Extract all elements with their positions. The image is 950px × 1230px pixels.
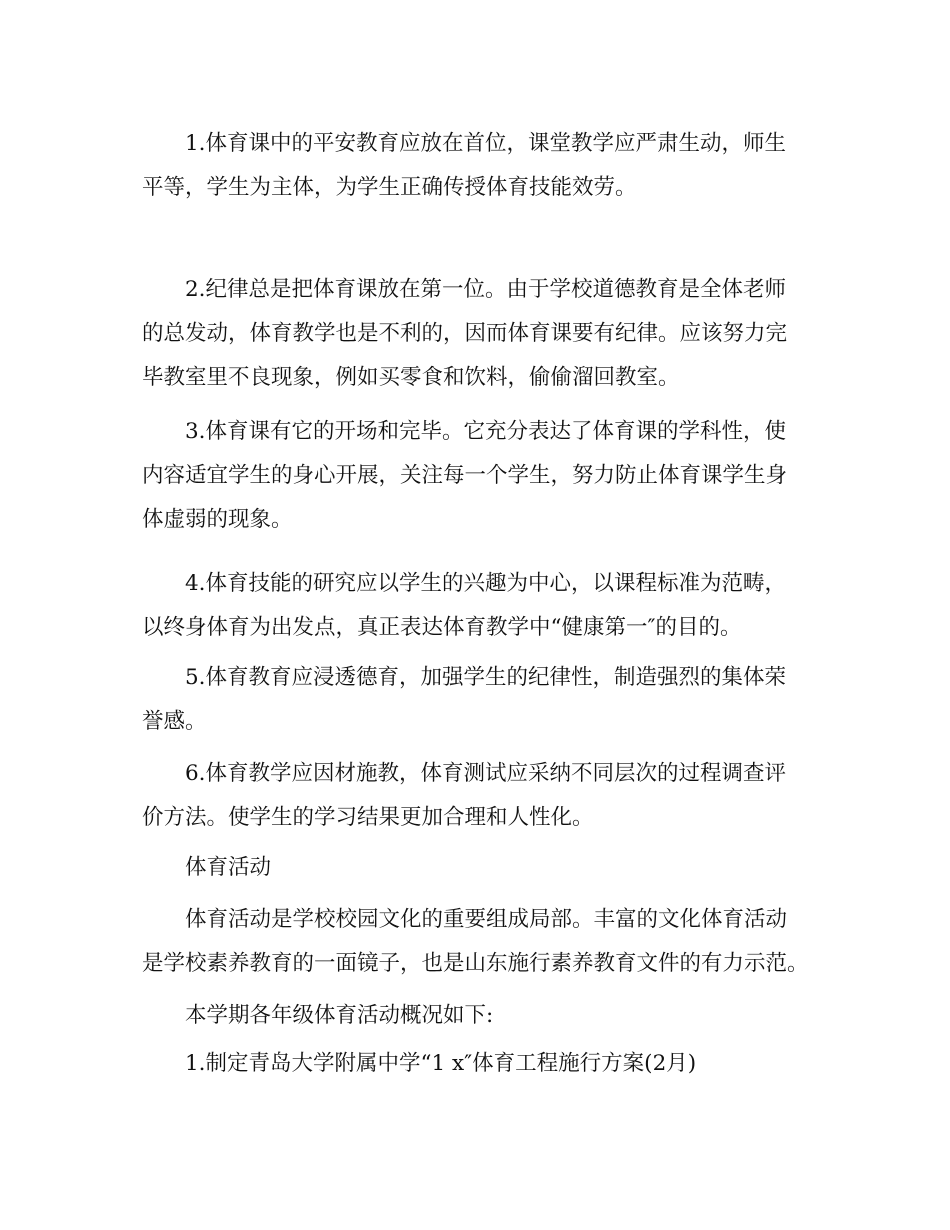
paragraph-line: 誉感。 — [142, 709, 207, 734]
paragraph-line: 价方法。使学生的学习结果更加合理和人性化。 — [142, 805, 594, 830]
paragraph-line: 1.制定青岛大学附属中学“1 x″体育工程施行方案(2月) — [185, 1051, 697, 1076]
paragraph-line: 以终身体育为出发点，真正表达体育教学中“健康第一″的目的。 — [142, 615, 742, 640]
paragraph-line: 5.体育教育应浸透德育，加强学生的纪律性，制造强烈的集体荣 — [185, 665, 787, 690]
paragraph-line: 本学期各年级体育活动概况如下: — [185, 1003, 494, 1028]
paragraph-8 — [142, 994, 812, 1038]
paragraph-6 — [142, 752, 812, 840]
paragraph-line: 毕教室里不良现象，例如买零食和饮料，偷偷溜回教室。 — [142, 365, 680, 390]
paragraph-3 — [142, 410, 812, 542]
paragraph-line: 体虚弱的现象。 — [142, 507, 293, 532]
paragraph-line: 2.纪律总是把体育课放在第一位。由于学校道德教育是全体老师 — [185, 277, 787, 302]
paragraph-line: 1.体育课中的平安教育应放在首位，课堂教学应严肃生动，师生 — [185, 131, 787, 156]
paragraph-7 — [142, 898, 812, 986]
section-heading-text: 体育活动 — [185, 855, 272, 880]
paragraph-9 — [142, 1042, 812, 1086]
paragraph-line: 的总发动，体育教学也是不利的，因而体育课要有纪律。应该努力完 — [142, 321, 788, 346]
section-heading — [142, 846, 812, 890]
paragraph-line: 平等，学生为主体，为学生正确传授体育技能效劳。 — [142, 175, 637, 200]
paragraph-line: 体育活动是学校校园文化的重要组成局部。丰富的文化体育活动 — [185, 907, 788, 932]
paragraph-2 — [142, 268, 812, 400]
paragraph-line: 4.体育技能的研究应以学生的兴趣为中心，以课程标准为范畴， — [185, 571, 787, 596]
paragraph-1 — [142, 122, 812, 210]
paragraph-line: 内容适宜学生的身心开展，关注每一个学生，努力防止体育课学生身 — [142, 463, 788, 488]
paragraph-line: 是学校素养教育的一面镜子，也是山东施行素养教育文件的有力示范。 — [142, 951, 809, 976]
paragraph-4 — [142, 562, 812, 650]
paragraph-line: 3.体育课有它的开场和完毕。它充分表达了体育课的学科性，使 — [185, 419, 787, 444]
paragraph-5 — [142, 656, 812, 744]
paragraph-line: 6.体育教学应因材施教，体育测试应采纳不同层次的过程调查评 — [185, 761, 787, 786]
